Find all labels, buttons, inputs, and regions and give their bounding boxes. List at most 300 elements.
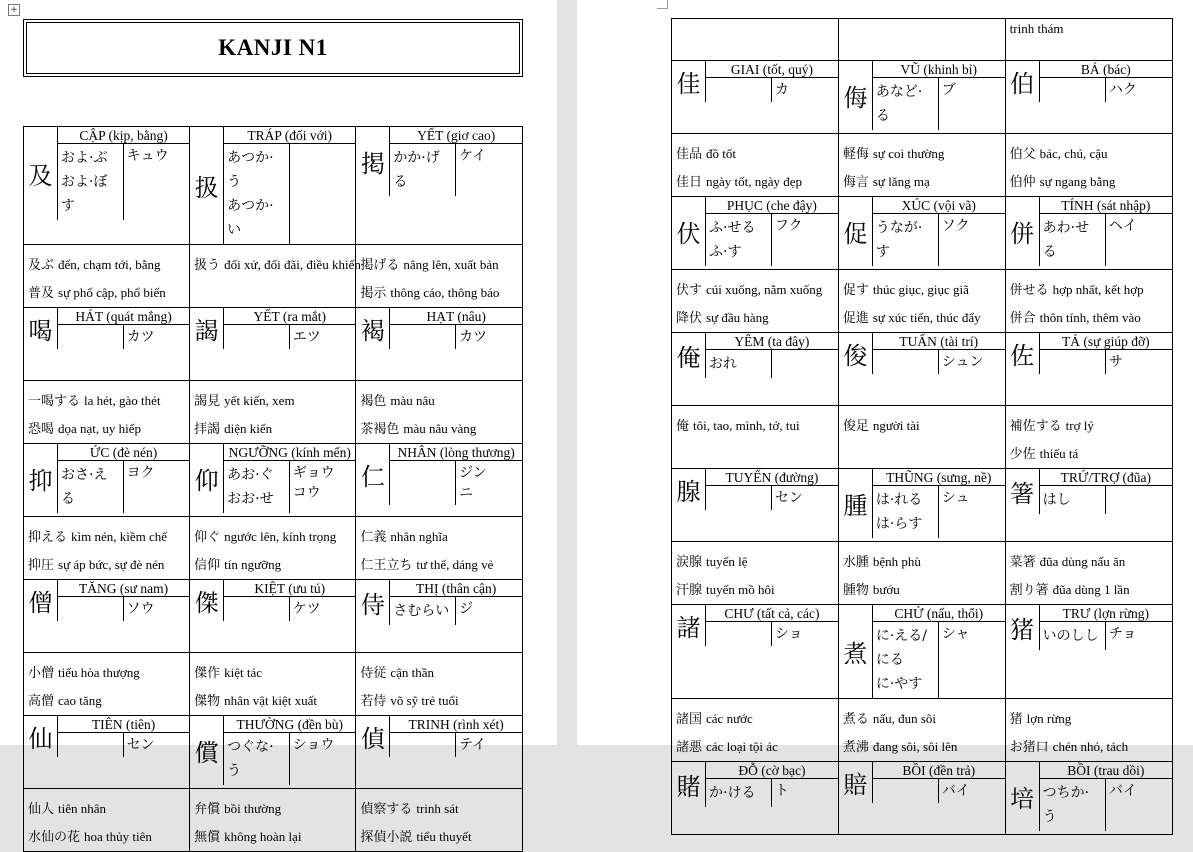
kanji-char: 偵 bbox=[356, 716, 390, 757]
example-meaning: tuyến mồ hôi bbox=[706, 582, 775, 597]
example-meaning: kiệt tác bbox=[224, 665, 263, 680]
kun-reading bbox=[706, 78, 772, 102]
on-reading: ショ bbox=[774, 626, 803, 642]
kanji-meaning: CHƯ (tất cả, các) bbox=[706, 605, 838, 622]
example-word: 傑作 bbox=[194, 666, 221, 681]
example-line bbox=[28, 251, 185, 279]
kanji-cell bbox=[1005, 469, 1172, 542]
on-reading: ハク bbox=[1108, 82, 1137, 98]
kanji-meaning: YÊM (ta đây) bbox=[706, 333, 838, 350]
example-line bbox=[1010, 304, 1168, 332]
example-word: 俊足 bbox=[842, 419, 869, 434]
kanji-char: 喝 bbox=[24, 308, 58, 349]
example-row bbox=[672, 542, 1173, 605]
example-meaning: người tài bbox=[872, 418, 920, 433]
on-reading: ジ bbox=[459, 601, 474, 617]
example-meaning: màu nâu vàng bbox=[403, 421, 477, 436]
example-word: 俺 bbox=[676, 419, 690, 434]
example-word: 割り箸 bbox=[1009, 583, 1049, 598]
kanji-char: 賭 bbox=[672, 762, 706, 807]
kanji-char: 煮 bbox=[839, 605, 873, 698]
kun-reading: おれ bbox=[706, 350, 772, 378]
on-reading: バイ bbox=[941, 783, 970, 799]
example-cell bbox=[1005, 134, 1172, 197]
example-line bbox=[360, 551, 518, 579]
on-reading: セン bbox=[126, 737, 155, 753]
example-line bbox=[28, 551, 185, 579]
example-row bbox=[672, 270, 1173, 333]
example-cell bbox=[672, 19, 839, 61]
example-word: 無償 bbox=[194, 830, 221, 845]
kanji-cell bbox=[838, 333, 1005, 406]
on-reading: ショウ bbox=[292, 737, 335, 753]
kanji-cell bbox=[838, 61, 1005, 134]
on-reading: カツ bbox=[459, 329, 488, 345]
example-word: 水仙の花 bbox=[28, 830, 81, 845]
kanji-table-right bbox=[671, 18, 1173, 835]
example-word: 佳日 bbox=[676, 175, 703, 190]
example-meaning: nhân vật kiệt xuất bbox=[224, 693, 317, 708]
kanji-char: 賠 bbox=[839, 762, 873, 803]
kanji-meaning: ĐỖ (cờ bạc) bbox=[706, 762, 838, 779]
example-word: 若侍 bbox=[360, 694, 387, 709]
example-meaning: tiểu hòa thượng bbox=[58, 665, 140, 680]
kun-reading bbox=[390, 461, 456, 505]
example-cell bbox=[190, 653, 356, 716]
example-word: 扱う bbox=[194, 258, 221, 273]
kanji-char: 猪 bbox=[1006, 605, 1040, 650]
example-line bbox=[843, 705, 1001, 733]
kanji-cell bbox=[1005, 197, 1172, 270]
kun-reading bbox=[58, 733, 124, 757]
table-row bbox=[672, 19, 1173, 61]
on-reading: ソウ bbox=[126, 601, 155, 617]
kanji-cell bbox=[190, 127, 356, 245]
on-reading: ギョウ コウ bbox=[292, 465, 335, 501]
example-cell bbox=[1005, 542, 1172, 605]
example-word: 水腫 bbox=[842, 555, 869, 570]
kanji-cell bbox=[356, 716, 523, 789]
kanji-row bbox=[672, 469, 1173, 542]
kun-reading bbox=[706, 486, 772, 510]
kanji-row bbox=[24, 580, 523, 653]
example-line bbox=[28, 523, 185, 551]
example-word: 弁償 bbox=[194, 802, 221, 817]
example-word: 掲げる bbox=[360, 258, 400, 273]
example-cell bbox=[24, 653, 190, 716]
example-meaning: các nước bbox=[706, 711, 753, 726]
kanji-char: 謁 bbox=[190, 308, 224, 349]
example-line: trinh thám bbox=[1009, 21, 1064, 36]
kanji-cell bbox=[190, 580, 356, 653]
kanji-char: 仙 bbox=[24, 716, 58, 757]
example-line bbox=[676, 412, 834, 440]
kanji-cell bbox=[838, 762, 1005, 835]
example-line bbox=[676, 576, 834, 604]
example-line bbox=[1010, 705, 1168, 733]
example-word: 拝謁 bbox=[194, 422, 221, 437]
kanji-row bbox=[672, 197, 1173, 270]
kanji-cell bbox=[672, 605, 839, 699]
example-word: 促す bbox=[842, 283, 869, 298]
kun-reading bbox=[58, 597, 124, 621]
example-meaning: đồ tốt bbox=[706, 146, 736, 161]
kun-reading: おさ·える bbox=[58, 461, 124, 513]
example-meaning: cao tăng bbox=[58, 693, 102, 708]
example-line bbox=[194, 687, 351, 715]
kanji-char: 僧 bbox=[24, 580, 58, 621]
kun-reading bbox=[58, 325, 124, 349]
example-line bbox=[1010, 440, 1168, 468]
kanji-cell bbox=[672, 61, 839, 134]
on-reading: シュン bbox=[941, 354, 984, 370]
kanji-row bbox=[24, 127, 523, 245]
example-line bbox=[676, 733, 834, 761]
kun-reading bbox=[224, 597, 290, 621]
example-word: 伏す bbox=[676, 283, 703, 298]
example-meaning: không hoàn lại bbox=[224, 829, 302, 844]
example-meaning: đang sôi, sôi lên bbox=[872, 739, 958, 754]
kanji-meaning: KIỆT (ưu tú) bbox=[224, 580, 355, 597]
example-line bbox=[28, 687, 185, 715]
kanji-meaning: YẾT (giơ cao) bbox=[390, 127, 522, 144]
example-word: 伯仲 bbox=[1009, 175, 1036, 190]
example-meaning: chén nhỏ, tách bbox=[1052, 739, 1129, 754]
example-cell bbox=[24, 245, 190, 308]
example-meaning: bướu bbox=[872, 582, 900, 597]
example-word: 併合 bbox=[1009, 311, 1036, 326]
kun-reading: あつか·う あつか·い bbox=[224, 144, 290, 244]
example-line bbox=[360, 387, 518, 415]
example-line bbox=[28, 387, 185, 415]
example-word: 菜箸 bbox=[1009, 555, 1036, 570]
kanji-char: 併 bbox=[1006, 197, 1040, 266]
kanji-meaning: XÚC (vội vã) bbox=[873, 197, 1005, 214]
example-word: 抑える bbox=[28, 530, 68, 545]
example-meaning: đũa dùng 1 lần bbox=[1052, 582, 1130, 597]
kanji-meaning: TĂNG (sư nam) bbox=[58, 580, 189, 597]
table-move-handle[interactable]: + bbox=[8, 4, 20, 16]
example-word: 汗腺 bbox=[676, 583, 703, 598]
example-word: 諸国 bbox=[676, 712, 703, 727]
example-word: 仁王立ち bbox=[360, 558, 413, 573]
example-word: 探偵小説 bbox=[360, 830, 413, 845]
on-reading: チョ bbox=[1108, 626, 1137, 642]
kanji-meaning: NHÂN (lòng thương) bbox=[390, 444, 522, 461]
example-cell bbox=[838, 699, 1005, 762]
kanji-cell bbox=[672, 197, 839, 270]
kanji-char: 仁 bbox=[356, 444, 390, 505]
example-line bbox=[194, 415, 351, 443]
example-word: 仁義 bbox=[360, 530, 387, 545]
kanji-row bbox=[672, 61, 1173, 134]
example-word: 謁見 bbox=[194, 394, 221, 409]
kanji-char: 促 bbox=[839, 197, 873, 266]
example-meaning: màu nâu bbox=[390, 393, 435, 408]
example-meaning: trinh sát bbox=[416, 801, 459, 816]
example-line bbox=[843, 412, 1001, 440]
example-cell bbox=[672, 699, 839, 762]
example-line bbox=[194, 823, 351, 851]
example-line bbox=[360, 687, 518, 715]
on-reading: ジン ニ bbox=[459, 465, 487, 501]
kanji-meaning: TRỨ/TRỢ (đũa) bbox=[1040, 469, 1172, 486]
example-cell bbox=[190, 245, 361, 308]
example-word: 褐色 bbox=[360, 394, 387, 409]
kanji-meaning: TÁ (sự giúp đỡ) bbox=[1040, 333, 1172, 350]
example-line bbox=[843, 733, 1001, 761]
kanji-char: 侍 bbox=[356, 580, 390, 625]
kanji-meaning: PHỤC (che đậy) bbox=[706, 197, 838, 214]
example-line bbox=[28, 795, 185, 823]
on-reading bbox=[1106, 486, 1172, 514]
kanji-row bbox=[24, 716, 523, 789]
example-word: 恐喝 bbox=[28, 422, 55, 437]
example-line bbox=[360, 795, 518, 823]
example-meaning: sự ngang bằng bbox=[1039, 174, 1116, 189]
example-cell bbox=[838, 19, 1005, 61]
example-line bbox=[360, 823, 518, 851]
example-word: 伯父 bbox=[1009, 147, 1036, 162]
kun-reading bbox=[706, 622, 772, 646]
kanji-meaning: TUYẾN (đường) bbox=[706, 469, 838, 486]
example-meaning: thúc giục, giục giã bbox=[872, 282, 969, 297]
example-row bbox=[24, 789, 523, 852]
example-meaning: cận thần bbox=[390, 665, 434, 680]
example-cell bbox=[838, 270, 1005, 333]
kanji-meaning: VŨ (khinh bỉ) bbox=[873, 61, 1005, 78]
example-cell bbox=[356, 653, 523, 716]
example-cell bbox=[356, 381, 523, 444]
kanji-char: 仰 bbox=[190, 444, 224, 513]
kanji-cell bbox=[1005, 762, 1172, 835]
example-meaning: yết kiến, xem bbox=[224, 393, 295, 408]
example-meaning: đũa dùng nấu ăn bbox=[1039, 554, 1126, 569]
kanji-cell bbox=[190, 308, 356, 381]
kanji-meaning: BÁ (bác) bbox=[1040, 61, 1172, 78]
example-line bbox=[676, 276, 834, 304]
kanji-meaning: GIAI (tốt, quý) bbox=[706, 61, 838, 78]
kanji-meaning: THỊ (thân cận) bbox=[390, 580, 522, 597]
example-word: 併せる bbox=[1009, 283, 1049, 298]
example-meaning: tín ngưỡng bbox=[224, 557, 282, 572]
example-line bbox=[28, 823, 185, 851]
example-word: 信仰 bbox=[194, 558, 221, 573]
example-word: 普及 bbox=[28, 286, 55, 301]
example-cell bbox=[1005, 406, 1172, 469]
example-meaning: nấu, đun sôi bbox=[872, 711, 937, 726]
example-word: 小僧 bbox=[28, 666, 55, 681]
on-reading: カツ bbox=[126, 329, 155, 345]
on-reading: フク bbox=[774, 218, 803, 234]
example-line bbox=[194, 523, 351, 551]
kanji-char: 腺 bbox=[672, 469, 706, 510]
kanji-cell bbox=[672, 469, 839, 542]
kanji-meaning: CHỬ (nấu, thổi) bbox=[873, 605, 1005, 622]
kun-reading: はし bbox=[1040, 486, 1106, 514]
example-word: 佳品 bbox=[676, 147, 703, 162]
example-meaning: bệnh phù bbox=[872, 554, 921, 569]
on-reading bbox=[290, 144, 356, 244]
kanji-cell bbox=[24, 580, 190, 653]
example-cell bbox=[1005, 699, 1172, 762]
example-row bbox=[672, 699, 1173, 762]
example-row bbox=[24, 245, 523, 308]
kanji-char: 償 bbox=[190, 716, 224, 785]
example-cell bbox=[672, 406, 839, 469]
kun-reading bbox=[873, 350, 939, 374]
example-row bbox=[672, 134, 1173, 197]
example-line bbox=[676, 304, 834, 332]
kanji-meaning: TÍNH (sát nhập) bbox=[1040, 197, 1172, 214]
example-meaning: ngước lên, kính trọng bbox=[224, 529, 337, 544]
kanji-meaning: TRƯ (lợn rừng) bbox=[1040, 605, 1172, 622]
kun-reading bbox=[224, 325, 290, 349]
example-cell bbox=[1005, 270, 1172, 333]
kanji-meaning: HẠT (nâu) bbox=[390, 308, 522, 325]
example-line bbox=[194, 387, 351, 415]
kanji-meaning: ỨC (đè nén) bbox=[58, 444, 189, 461]
kanji-char: 扱 bbox=[190, 127, 224, 244]
example-cell bbox=[672, 270, 839, 333]
example-meaning: kìm nén, kiềm chế bbox=[71, 529, 168, 544]
on-reading: ケイ bbox=[459, 148, 487, 164]
example-line bbox=[360, 659, 518, 687]
example-meaning: tư thế, dáng vẻ bbox=[416, 557, 494, 572]
kanji-row bbox=[672, 762, 1173, 835]
kun-reading: あわ·せる bbox=[1040, 214, 1106, 266]
example-word: 仰ぐ bbox=[194, 530, 221, 545]
example-word: 猪 bbox=[1009, 712, 1023, 727]
example-meaning: sự áp bức, sự đè nén bbox=[58, 557, 165, 572]
kun-reading bbox=[1040, 350, 1106, 374]
example-word: 補佐する bbox=[1009, 419, 1062, 434]
example-word: 降伏 bbox=[676, 311, 703, 326]
kanji-char: 佐 bbox=[1006, 333, 1040, 374]
on-reading: ヨク bbox=[126, 465, 155, 481]
example-line bbox=[360, 415, 518, 443]
kun-reading: あなど·る bbox=[873, 78, 939, 130]
kanji-cell bbox=[190, 444, 356, 517]
kanji-char: 培 bbox=[1006, 762, 1040, 831]
kun-reading: か·ける bbox=[706, 779, 772, 807]
kanji-meaning: BỒI (đền trả) bbox=[873, 762, 1005, 779]
example-line bbox=[843, 168, 1001, 196]
example-meaning: cúi xuống, nằm xuống bbox=[706, 282, 823, 297]
kanji-char: 褐 bbox=[356, 308, 390, 349]
kun-reading bbox=[873, 779, 939, 803]
example-word: 軽侮 bbox=[842, 147, 869, 162]
kanji-meaning: CẬP (kịp, bằng) bbox=[58, 127, 189, 144]
example-line bbox=[1010, 412, 1168, 440]
kun-reading: は·れる は·らす bbox=[873, 486, 939, 538]
on-reading: エツ bbox=[292, 329, 321, 345]
example-row bbox=[672, 406, 1173, 469]
example-meaning: tuyến lệ bbox=[706, 554, 748, 569]
kanji-meaning: YẾT (ra mắt) bbox=[224, 308, 355, 325]
example-word: 少佐 bbox=[1009, 447, 1036, 462]
example-line bbox=[843, 276, 1001, 304]
kanji-char: 及 bbox=[24, 127, 58, 220]
example-cell bbox=[356, 517, 523, 580]
example-line bbox=[843, 576, 1001, 604]
kun-reading: に·える/にる に·やす bbox=[873, 622, 939, 698]
example-word: 涙腺 bbox=[676, 555, 703, 570]
example-line bbox=[676, 168, 834, 196]
example-row bbox=[24, 517, 523, 580]
on-reading: キュウ bbox=[126, 148, 169, 164]
kun-reading: さむらい bbox=[390, 597, 456, 625]
example-word: お猪口 bbox=[1009, 740, 1049, 755]
example-cell bbox=[838, 406, 1005, 469]
example-meaning: tiểu thuyết bbox=[416, 829, 472, 844]
kanji-row bbox=[672, 605, 1173, 699]
example-word: 煮沸 bbox=[842, 740, 869, 755]
example-meaning: thiếu tá bbox=[1039, 446, 1079, 461]
kanji-meaning: TRÁP (đối với) bbox=[224, 127, 355, 144]
example-word: 掲示 bbox=[360, 286, 387, 301]
kanji-cell bbox=[24, 308, 190, 381]
example-line bbox=[28, 659, 185, 687]
example-line bbox=[360, 523, 518, 551]
example-line bbox=[28, 279, 185, 307]
example-meaning: các loại tội ác bbox=[706, 739, 778, 754]
example-meaning: sự xúc tiến, thúc đẩy bbox=[872, 310, 981, 325]
example-line bbox=[1010, 548, 1168, 576]
kanji-cell bbox=[24, 716, 190, 789]
kanji-meaning: TIÊN (tiên) bbox=[58, 716, 189, 733]
example-meaning: thông cáo, thông báo bbox=[390, 285, 500, 300]
kanji-cell bbox=[838, 197, 1005, 270]
example-row bbox=[24, 381, 523, 444]
example-line bbox=[843, 304, 1001, 332]
example-line bbox=[194, 551, 351, 579]
example-meaning: hoa thủy tiên bbox=[84, 829, 152, 844]
example-meaning: sự lăng mạ bbox=[872, 174, 930, 189]
example-line bbox=[194, 659, 351, 687]
example-line bbox=[676, 705, 834, 733]
on-reading: テイ bbox=[459, 737, 487, 753]
example-line bbox=[1010, 276, 1168, 304]
example-line bbox=[676, 140, 834, 168]
example-word: 侍従 bbox=[360, 666, 387, 681]
on-reading bbox=[772, 350, 838, 378]
example-cell bbox=[672, 134, 839, 197]
kanji-cell bbox=[838, 605, 1005, 699]
left-page bbox=[0, 0, 557, 845]
example-meaning: bác, chú, cậu bbox=[1039, 146, 1108, 161]
example-line bbox=[1010, 140, 1168, 168]
example-word: 傑物 bbox=[194, 694, 221, 709]
example-meaning: la hét, gào thét bbox=[84, 393, 161, 408]
page-title: KANJI N1 bbox=[218, 35, 328, 60]
kanji-char: 佳 bbox=[672, 61, 706, 102]
kanji-cell bbox=[1005, 333, 1172, 406]
example-word: 仙人 bbox=[28, 802, 55, 817]
kanji-row bbox=[672, 333, 1173, 406]
example-meaning: nhân nghĩa bbox=[390, 529, 448, 544]
kanji-char: 俊 bbox=[839, 333, 873, 374]
kanji-cell bbox=[1005, 61, 1172, 134]
example-row bbox=[24, 653, 523, 716]
example-word: 侮言 bbox=[842, 175, 869, 190]
example-meaning: hợp nhất, kết hợp bbox=[1052, 282, 1144, 297]
example-meaning: võ sỹ trẻ tuổi bbox=[390, 693, 459, 708]
example-line bbox=[194, 251, 361, 279]
kanji-meaning: BỒI (trau dồi) bbox=[1040, 762, 1172, 779]
kanji-meaning: TRINH (rình xét) bbox=[390, 716, 522, 733]
example-meaning: nâng lên, xuất bản bbox=[403, 257, 499, 272]
